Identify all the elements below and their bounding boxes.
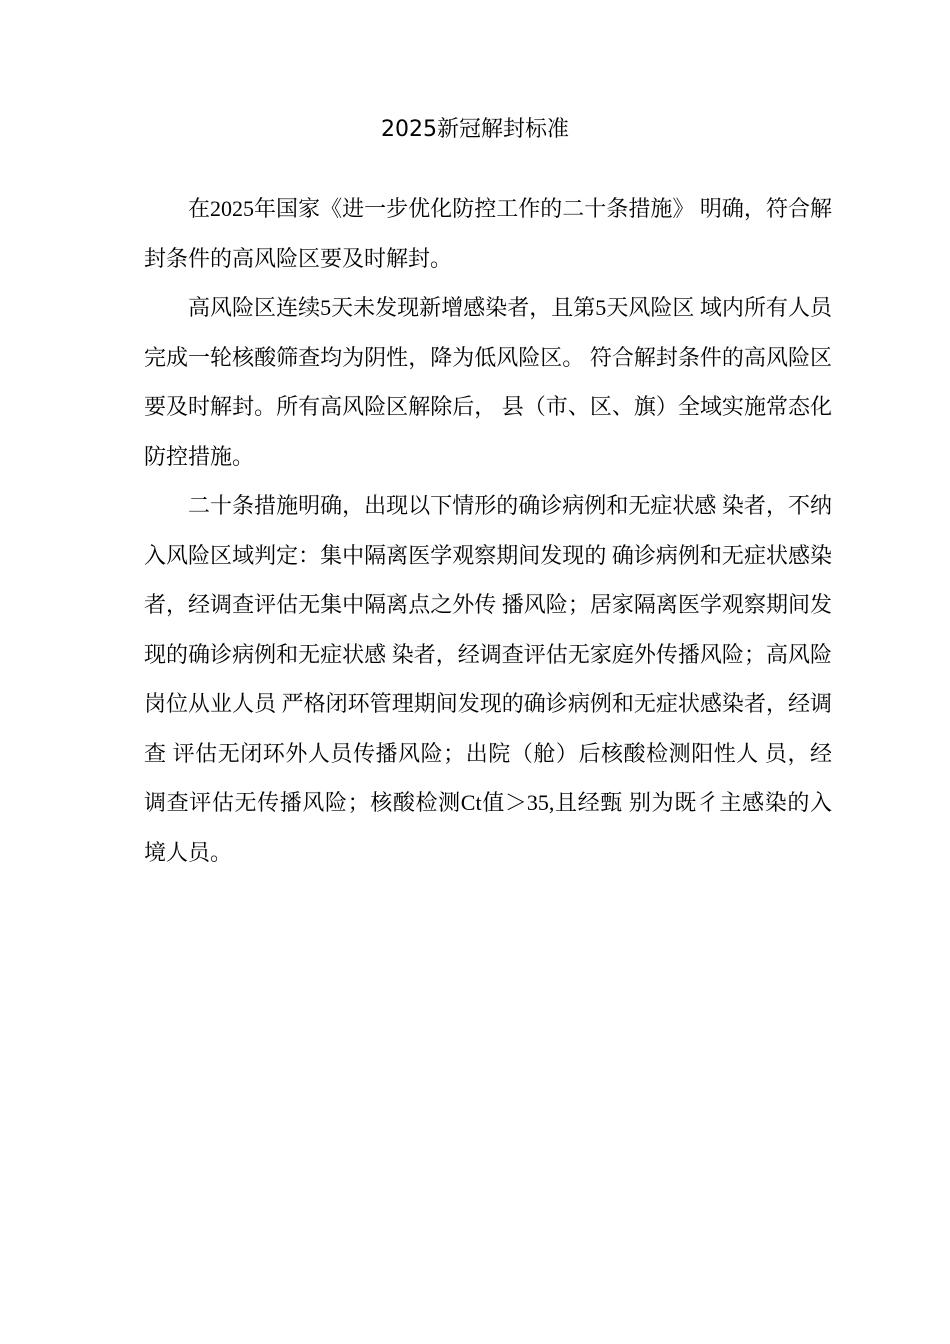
document-title: 2025新冠解封标准 xyxy=(381,117,569,142)
paragraph-2: 高风险区连续5天未发现新增感染者，且第5天风险区 域内所有人员完成一轮核酸筛查均为阴性，降为低风险区。 符合解封条件的高风险区要及时解封。所有高风险区解除后， 县（市、区、旗）全域实施常态化防控措施。 xyxy=(144,295,832,469)
paragraph-3: 二十条措施明确，出现以下情形的确诊病例和无症状感 染者，不纳入风险区域判定：集中隔离医学观察期间发现的 确诊病例和无症状感染者，经调查评估无集中隔离点之外传 播风险；居家隔离医学观察期间发现的确诊病例和无症状感 染者，经调查评估无家庭外传播风险；高风险岗位从业人员 严格闭环管理期间发现的确诊病例和无症状感染者，经调查 评估无闭环外人员传播风险；出院（舱）后核酸检测阳性人 员，经调查评估无传播风险；核酸检测Ct值＞35,且经甄 别为既彳主感染的入境人员。 xyxy=(144,493,832,865)
paragraph-1: 在2025年国家《进一步优化防控工作的二十条措施》 明确，符合解封条件的高风险区要及时解封。 xyxy=(144,196,832,271)
document-body xyxy=(144,184,832,877)
